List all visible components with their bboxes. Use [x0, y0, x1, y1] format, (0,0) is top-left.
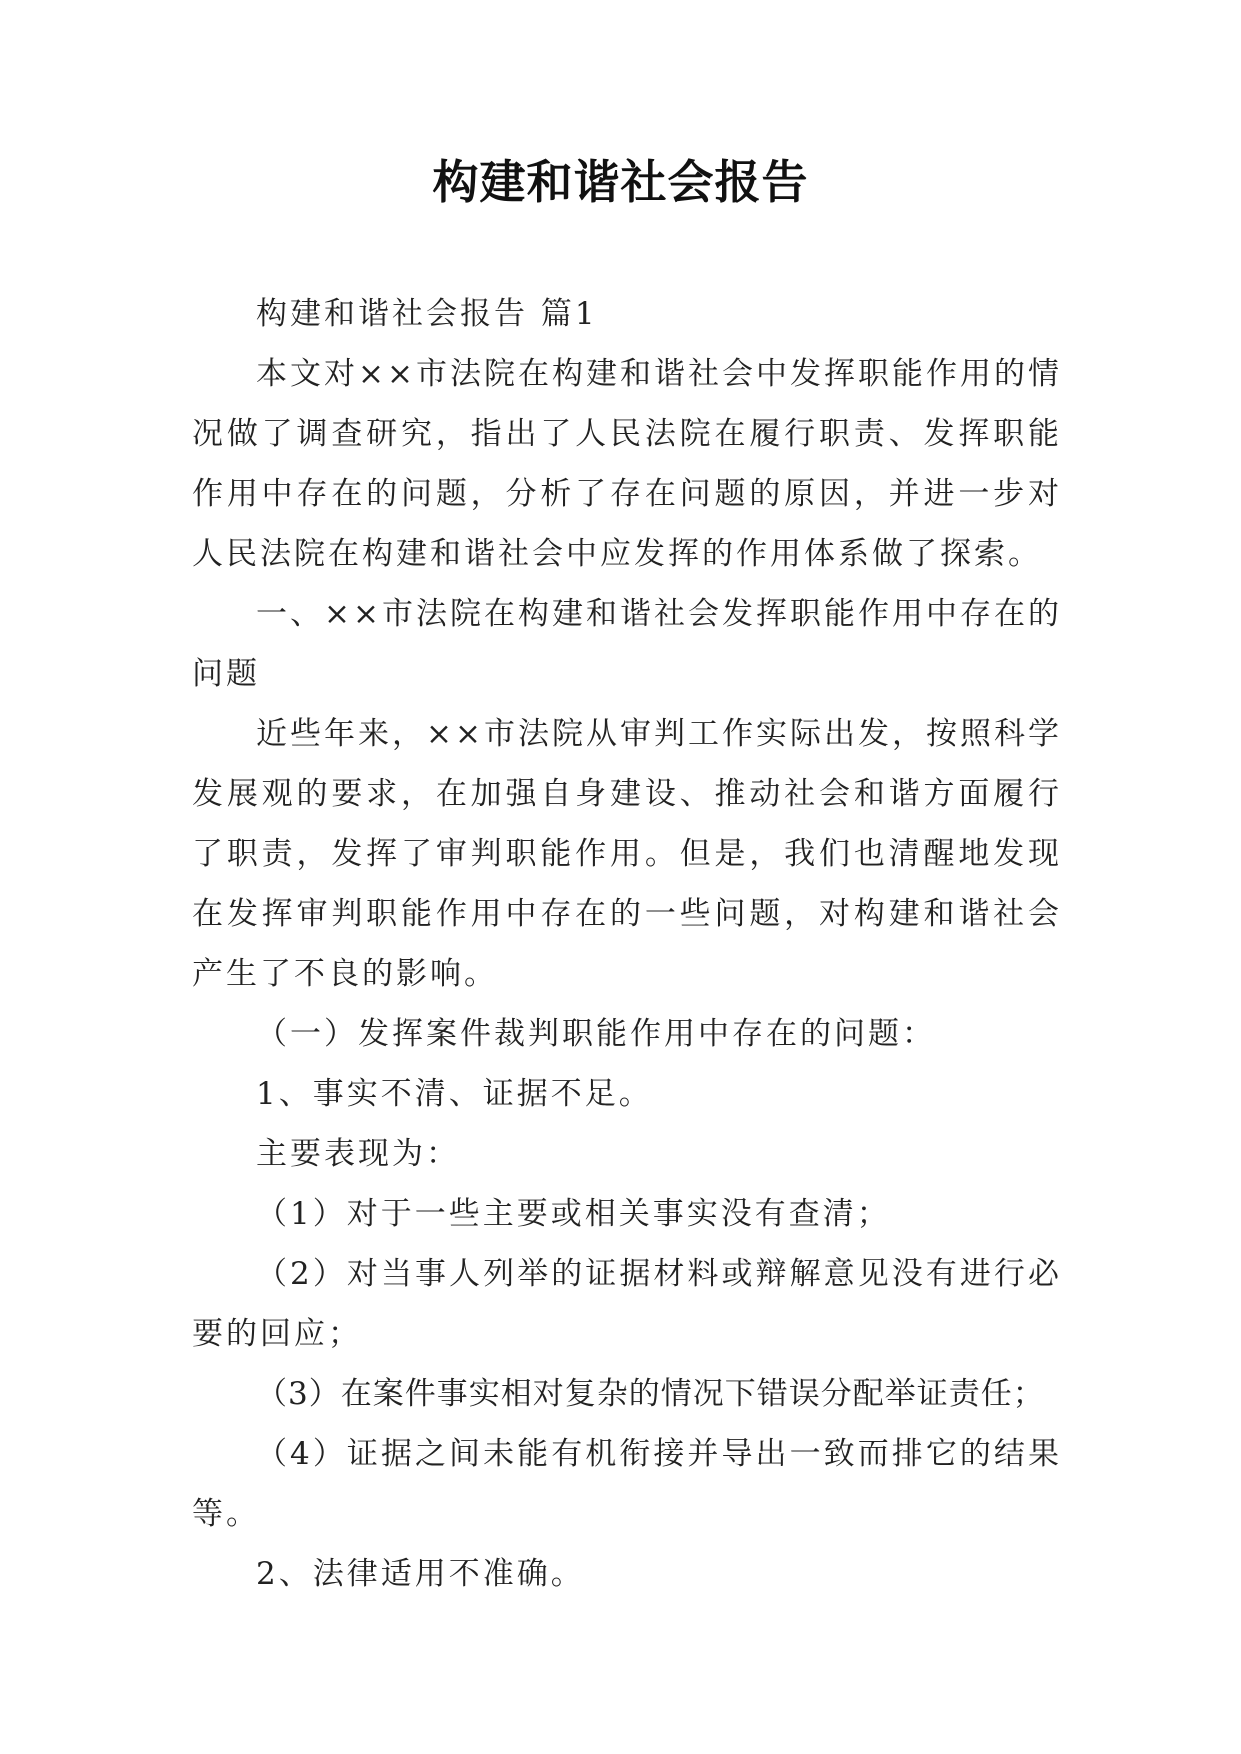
- list-item: （1）对于一些主要或相关事实没有查清；: [256, 1196, 891, 1232]
- paragraph: 近些年来，××市法院从审判工作实际出发，按照科学发展观的要求，在加强自身建设、推动社会和谐方面履行了职责，发挥了审判职能作用。但是，我们也清醒地发现在发挥审判职能作用中存在的一些问题，对构建和谐社会产生了不良的影响。: [192, 716, 1062, 992]
- document-title: 构建和谐社会报告: [432, 155, 809, 209]
- document-body: [192, 284, 1062, 1604]
- list-item: （3）在案件事实相对复杂的情况下错误分配举证责任；: [256, 1376, 1045, 1412]
- list-item: （2）对当事人列举的证据材料或辩解意见没有进行必要的回应；: [192, 1256, 1062, 1352]
- paragraph: 主要表现为：: [256, 1136, 460, 1172]
- paragraph: 一、××市法院在构建和谐社会发挥职能作用中存在的问题: [192, 596, 1062, 692]
- list-item: （4）证据之间未能有机衔接并导出一致而排它的结果等。: [192, 1436, 1062, 1532]
- paragraph: （一）发挥案件裁判职能作用中存在的问题：: [256, 1016, 936, 1052]
- paragraph: 本文对××市法院在构建和谐社会中发挥职能作用的情况做了调查研究，指出了人民法院在履行职责、发挥职能作用中存在的问题，分析了存在问题的原因，并进一步对人民法院在构建和谐社会中应发挥的作用体系做了探索。: [192, 356, 1062, 572]
- paragraph: 2、法律适用不准确。: [256, 1556, 585, 1592]
- paragraph: 1、事实不清、证据不足。: [256, 1076, 653, 1112]
- section-heading: 构建和谐社会报告 篇1: [256, 296, 598, 332]
